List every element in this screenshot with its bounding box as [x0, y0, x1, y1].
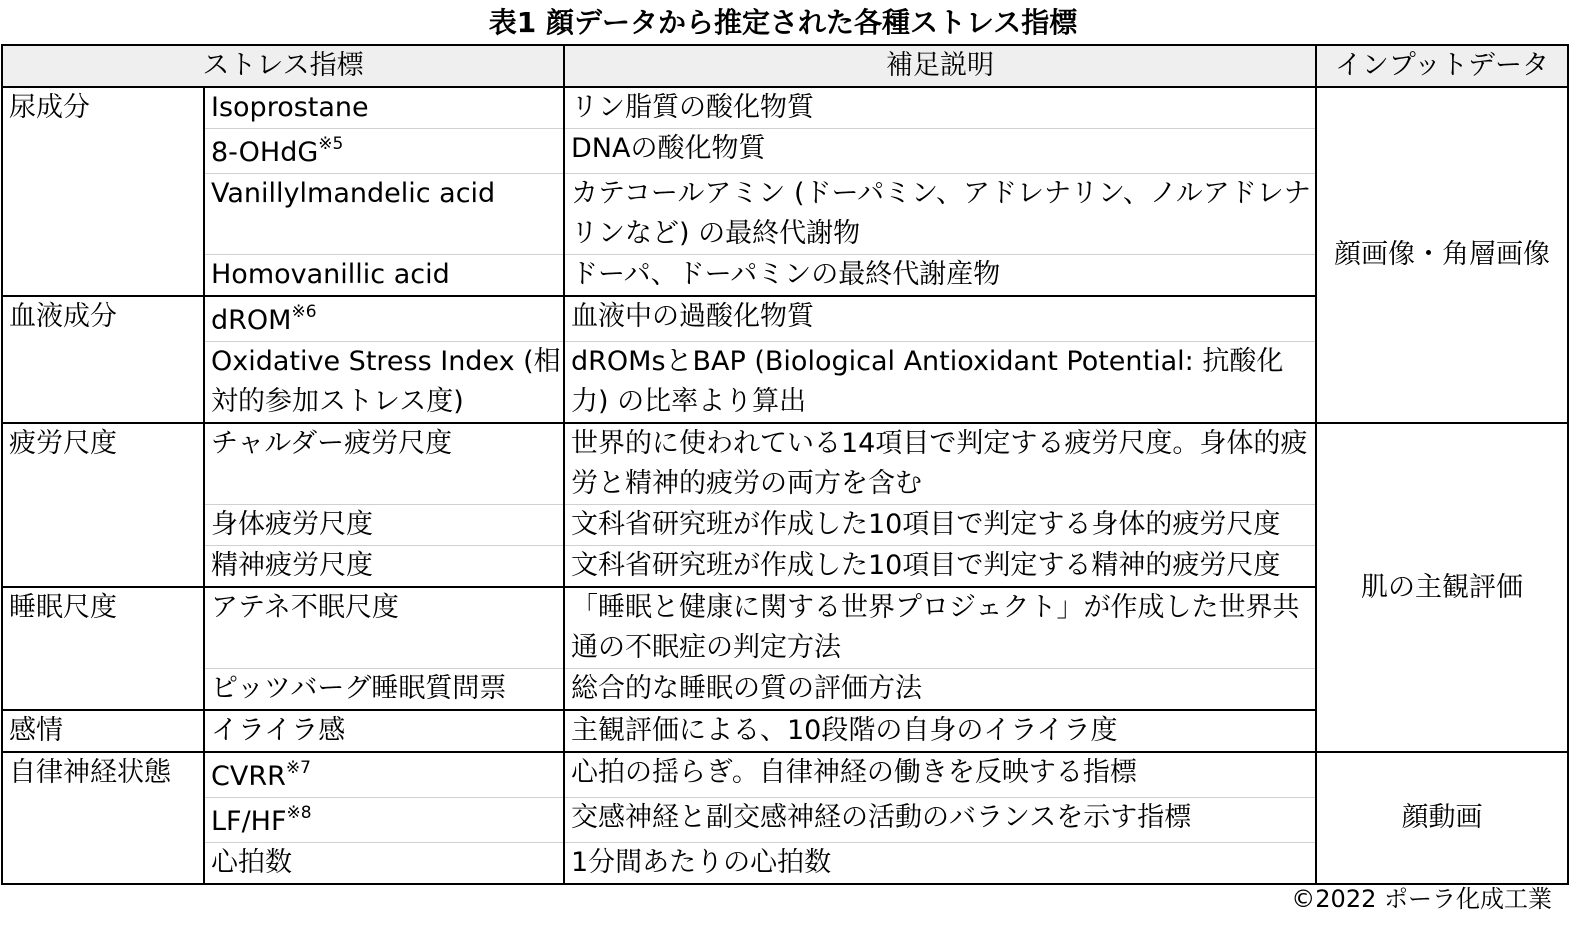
- description-cell: 文科省研究班が作成した10項目で判定する身体的疲労尺度: [564, 505, 1316, 546]
- indicator-cell: [204, 669, 564, 711]
- table-row: [2, 752, 1568, 798]
- description-cell: リン脂質の酸化物質: [564, 87, 1316, 129]
- indicator-label: アテネ不眠尺度: [211, 592, 399, 623]
- indicator-cell: [204, 342, 564, 424]
- header-description: 補足説明: [564, 45, 1316, 87]
- indicator-label: LF/HF: [211, 806, 287, 837]
- indicator-label: イライラ感: [211, 715, 346, 746]
- indicator-label: dROM: [211, 305, 292, 336]
- category-cell: 感情: [2, 710, 204, 752]
- indicator-cell: [204, 798, 564, 843]
- description-cell: dROMsとBAP (Biological Antioxidant Potential: 抗酸化力) の比率より算出: [564, 342, 1316, 424]
- footnote-mark: ※7: [285, 758, 311, 778]
- indicator-cell: [204, 546, 564, 588]
- indicator-label: 身体疲労尺度: [211, 509, 373, 540]
- description-cell: 血液中の過酸化物質: [564, 296, 1316, 342]
- category-cell: 睡眠尺度: [2, 587, 204, 710]
- category-cell: 疲労尺度: [2, 423, 204, 587]
- indicator-label: Isoprostane: [211, 92, 369, 123]
- indicator-cell: [204, 752, 564, 798]
- category-cell: 尿成分: [2, 87, 204, 296]
- indicator-label: チャルダー疲労尺度: [211, 428, 453, 459]
- description-cell: カテコールアミン (ドーパミン、アドレナリン、ノルアドレナリンなど) の最終代謝物: [564, 174, 1316, 255]
- indicator-label: CVRR: [211, 761, 286, 792]
- header-input: インプットデータ: [1316, 45, 1568, 87]
- footnote-mark: ※8: [286, 803, 312, 823]
- indicator-cell: [204, 423, 564, 505]
- input-cell: 顔画像・角層画像: [1316, 87, 1568, 423]
- indicator-cell: [204, 129, 564, 174]
- indicator-cell: [204, 296, 564, 342]
- category-cell: 血液成分: [2, 296, 204, 423]
- description-cell: ドーパ、ドーパミンの最終代謝産物: [564, 255, 1316, 297]
- description-cell: 主観評価による、10段階の自身のイライラ度: [564, 710, 1316, 752]
- table-row: [2, 87, 1568, 129]
- input-cell: 肌の主観評価: [1316, 423, 1568, 752]
- indicator-label: Homovanillic acid: [211, 259, 450, 290]
- indicator-cell: [204, 505, 564, 546]
- description-cell: DNAの酸化物質: [564, 129, 1316, 174]
- table-title: 表1 顔データから推定された各種ストレス指標: [488, 6, 1078, 39]
- indicator-cell: [204, 587, 564, 669]
- category-cell: 自律神経状態: [2, 752, 204, 884]
- header-row: [2, 45, 1568, 87]
- indicator-cell: [204, 255, 564, 297]
- indicator-cell: [204, 843, 564, 885]
- description-cell: 1分間あたりの心拍数: [564, 843, 1316, 885]
- indicator-label: 心拍数: [211, 847, 292, 878]
- stress-indicator-table: [1, 44, 1569, 885]
- indicator-label: 8-OHdG: [211, 137, 319, 168]
- description-cell: 心拍の揺らぎ。自律神経の働きを反映する指標: [564, 752, 1316, 798]
- description-cell: 交感神経と副交感神経の活動のバランスを示す指標: [564, 798, 1316, 843]
- indicator-label: 精神疲労尺度: [211, 550, 373, 581]
- indicator-cell: [204, 174, 564, 255]
- description-cell: 「睡眠と健康に関する世界プロジェクト」が作成した世界共通の不眠症の判定方法: [564, 587, 1316, 669]
- indicator-cell: [204, 87, 564, 129]
- indicator-label: Vanillylmandelic acid: [211, 178, 496, 209]
- indicator-label: ピッツバーグ睡眠質問票: [211, 673, 507, 704]
- description-cell: 文科省研究班が作成した10項目で判定する精神的疲労尺度: [564, 546, 1316, 588]
- footnote-mark: ※5: [318, 134, 344, 154]
- copyright-notice: ©2022 ポーラ化成工業: [1291, 885, 1552, 913]
- input-cell: 顔動画: [1316, 752, 1568, 884]
- description-cell: 世界的に使われている14項目で判定する疲労尺度。身体的疲労と精神的疲労の両方を含む: [564, 423, 1316, 505]
- footnote-mark: ※6: [291, 302, 317, 322]
- indicator-cell: [204, 710, 564, 752]
- table-row: [2, 423, 1568, 505]
- indicator-label: Oxidative Stress Index (相対的参加ストレス度): [211, 346, 561, 417]
- description-cell: 総合的な睡眠の質の評価方法: [564, 669, 1316, 711]
- header-indicator: ストレス指標: [2, 45, 564, 87]
